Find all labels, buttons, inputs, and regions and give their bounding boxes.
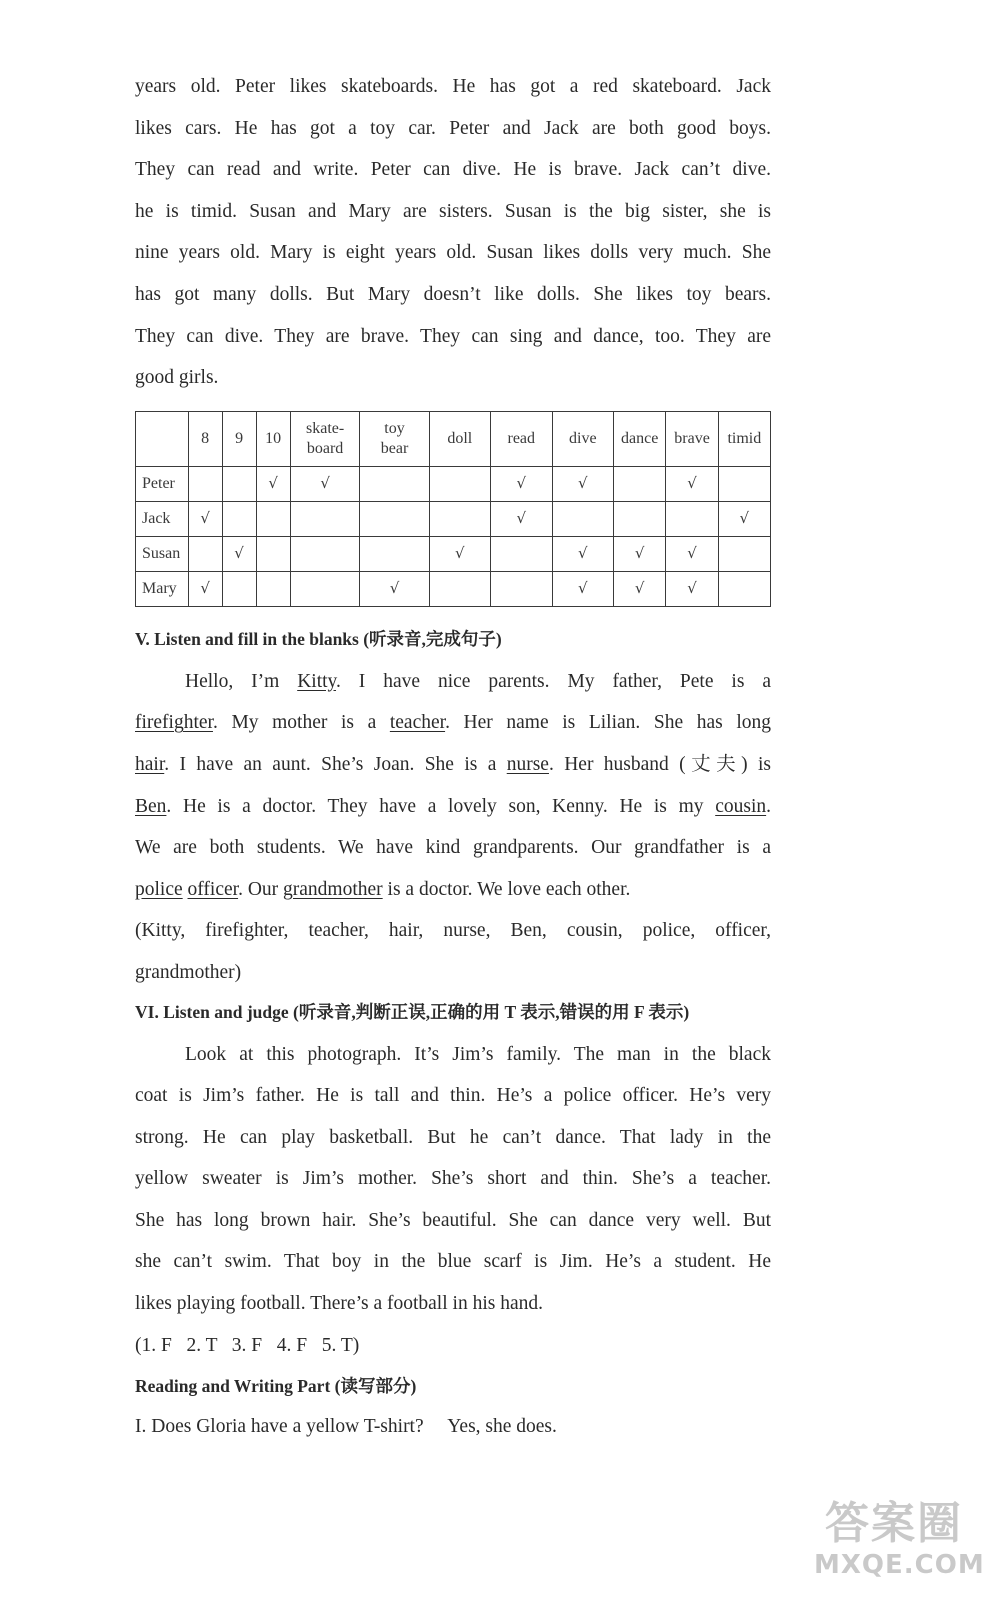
check-mark: √: [320, 474, 330, 493]
table-header-cell: [136, 411, 189, 466]
passage-line: good girls.: [135, 367, 219, 389]
table-header-cell: read: [491, 411, 553, 466]
check-cell: [188, 571, 222, 606]
empty-cell: [222, 571, 256, 606]
check-mark: √: [577, 544, 588, 563]
empty-cell: [429, 571, 490, 606]
table-header-cell: 9: [222, 411, 256, 466]
blank-answer: grandmother: [283, 878, 383, 900]
text: .: [766, 795, 771, 817]
blank-answer: teacher: [389, 712, 446, 734]
watermark-logo: [814, 1498, 985, 1588]
section-v-line: [135, 786, 771, 828]
check-cell: [666, 466, 718, 501]
table-header-cell: dance: [614, 411, 666, 466]
empty-cell: [491, 571, 553, 606]
blank-answer: police: [135, 878, 183, 900]
section-vi-answers: [135, 1325, 771, 1367]
check-mark: √: [455, 544, 465, 563]
check-cell: [614, 571, 666, 606]
check-cell: [552, 536, 614, 571]
text: . Her name is Lilian. She has long: [445, 712, 772, 734]
section-v-heading: V. Listen and fill in the blanks (听录音,完成句子): [135, 628, 502, 649]
blank-answer: nurse: [506, 753, 549, 775]
text: . I have an aunt. She’s Joan. She is a: [164, 753, 507, 775]
text: . He is a doctor. They have a lovely son, Kenny. He is my: [166, 795, 716, 817]
passage-line: They can read and write. Peter can dive. He is brave. Jack can’t dive.: [135, 159, 771, 181]
empty-cell: [222, 501, 256, 536]
reading-question: [135, 1406, 771, 1448]
check-mark: √: [687, 544, 697, 563]
check-cell: [491, 466, 553, 501]
empty-cell: [360, 466, 429, 501]
section-vi-line: yellow sweater is Jim’s mother. She’s short and thin. She’s a teacher.: [135, 1168, 771, 1190]
table-header-cell: brave: [666, 411, 718, 466]
text: . My mother is a: [212, 712, 390, 734]
answer-table: [135, 411, 771, 607]
check-cell: [429, 536, 490, 571]
check-mark: √: [634, 544, 645, 563]
check-cell: [552, 571, 614, 606]
empty-cell: [360, 536, 429, 571]
empty-cell: [718, 571, 770, 606]
check-mark: √: [516, 509, 527, 528]
empty-cell: [614, 466, 666, 501]
section-vi-line: coat is Jim’s father. He is tall and thin. He’s a police officer. He’s very: [135, 1085, 771, 1107]
blank-answer: Kitty: [297, 670, 337, 692]
section-vi-paragraph: [135, 1034, 771, 1325]
table-row: [136, 466, 771, 501]
check-mark: √: [516, 474, 527, 493]
check-mark: √: [577, 474, 588, 493]
check-mark: √: [577, 579, 588, 598]
page-content: [135, 66, 771, 1448]
empty-cell: [290, 536, 360, 571]
row-name: Mary: [136, 571, 189, 606]
check-cell: [614, 536, 666, 571]
passage-line: likes cars. He has got a toy car. Peter and Jack are both good boys.: [135, 117, 771, 139]
empty-cell: [491, 536, 553, 571]
table-row: [136, 536, 771, 571]
check-cell: [491, 501, 553, 536]
check-cell: [552, 466, 614, 501]
check-cell: [666, 536, 718, 571]
text: . Her husband (丈夫) is: [548, 753, 771, 775]
reading-heading: Reading and Writing Part (读写部分): [135, 1376, 417, 1397]
empty-cell: [256, 501, 290, 536]
section-vi-line: likes playing football. There’s a football in his hand.: [135, 1293, 543, 1315]
empty-cell: [718, 536, 770, 571]
watermark-bottom: MXQE.COM: [814, 1550, 985, 1580]
passage-line: nine years old. Mary is eight years old. Susan likes dolls very much. She: [135, 242, 771, 264]
empty-cell: [290, 571, 360, 606]
check-cell: [360, 571, 429, 606]
check-cell: [256, 466, 290, 501]
empty-cell: [429, 501, 490, 536]
section-vi-line: strong. He can play basketball. But he can’t dance. That lady in the: [135, 1126, 771, 1148]
check-cell: [290, 466, 360, 501]
blank-answer: hair: [135, 753, 165, 775]
check-cell: [666, 571, 718, 606]
text: Hello, I’m: [185, 670, 298, 692]
blank-answer: firefighter: [135, 712, 213, 734]
table-header-cell: doll: [429, 411, 490, 466]
table-header-cell: dive: [552, 411, 614, 466]
passage-line: years old. Peter likes skateboards. He has got a red skateboard. Jack: [135, 76, 771, 97]
section-vi-heading: VI. Listen and judge (听录音,判断正误,正确的用 T 表示,错误的用 F 表示): [135, 1001, 690, 1022]
check-cell: [222, 536, 256, 571]
check-mark: √: [389, 579, 400, 598]
text: . I have nice parents. My father, Pete is a: [336, 670, 771, 692]
empty-cell: [360, 501, 429, 536]
section-v-paragraph: [135, 661, 771, 994]
section-v-line: We are both students. We have kind grandparents. Our grandfather is a: [135, 837, 771, 859]
answers-line: (1. F 2. T 3. F 4. F 5. T): [135, 1334, 360, 1356]
check-mark: √: [234, 544, 244, 563]
table-header-cell: skate- board: [290, 411, 360, 466]
passage-line: has got many dolls. But Mary doesn’t like dolls. She likes toy bears.: [135, 283, 771, 305]
empty-cell: [188, 536, 222, 571]
text: is a doctor. We love each other.: [382, 878, 631, 900]
table-header-cell: toy bear: [360, 411, 429, 466]
blank-answer: cousin: [715, 795, 767, 817]
question-line: I. Does Gloria have a yellow T-shirt? Yes, she does.: [135, 1416, 557, 1438]
empty-cell: [552, 501, 614, 536]
table-row: [136, 501, 771, 536]
table-header-cell: timid: [718, 411, 770, 466]
table-row: [136, 571, 771, 606]
empty-cell: [290, 501, 360, 536]
empty-cell: [256, 536, 290, 571]
empty-cell: [256, 571, 290, 606]
passage-line: he is timid. Susan and Mary are sisters. Susan is the big sister, she is: [135, 200, 771, 222]
check-mark: √: [739, 509, 750, 528]
table-header-cell: 8: [188, 411, 222, 466]
check-cell: [188, 501, 222, 536]
passage-paragraph: [135, 66, 771, 399]
check-cell: [718, 501, 770, 536]
section-v-line: [135, 702, 771, 744]
passage-line: They can dive. They are brave. They can sing and dance, too. They are: [135, 325, 771, 347]
text: . Our: [238, 878, 284, 900]
section-v-answers: (Kitty, firefighter, teacher, hair, nurse, Ben, cousin, police, officer,: [135, 920, 771, 942]
empty-cell: [666, 501, 718, 536]
section-v-line: [135, 661, 771, 703]
check-mark: √: [687, 579, 697, 598]
check-mark: √: [200, 509, 210, 528]
blank-answer: officer: [187, 878, 239, 900]
section-vi-line: Look at this photograph. It’s Jim’s family. The man in the black: [185, 1043, 771, 1065]
table-body: [136, 466, 771, 606]
check-mark: √: [268, 474, 278, 493]
row-name: Peter: [136, 466, 189, 501]
check-mark: √: [634, 579, 645, 598]
section-v-line: [135, 744, 771, 786]
empty-cell: [188, 466, 222, 501]
table-header-row: [136, 411, 771, 466]
section-vi-line: She has long brown hair. She’s beautiful. She can dance very well. But: [135, 1209, 771, 1231]
section-vi-line: she can’t swim. That boy in the blue scarf is Jim. He’s a student. He: [135, 1251, 771, 1273]
watermark-top: 答案圈: [825, 1498, 963, 1549]
empty-cell: [222, 466, 256, 501]
blank-answer: Ben: [135, 795, 167, 817]
section-v-answers: grandmother): [135, 961, 242, 983]
row-name: Jack: [136, 501, 189, 536]
empty-cell: [614, 501, 666, 536]
check-mark: √: [200, 579, 210, 598]
row-name: Susan: [136, 536, 189, 571]
empty-cell: [429, 466, 490, 501]
section-v-line: [135, 869, 771, 911]
check-mark: √: [687, 474, 697, 493]
table-header-cell: 10: [256, 411, 290, 466]
empty-cell: [718, 466, 770, 501]
